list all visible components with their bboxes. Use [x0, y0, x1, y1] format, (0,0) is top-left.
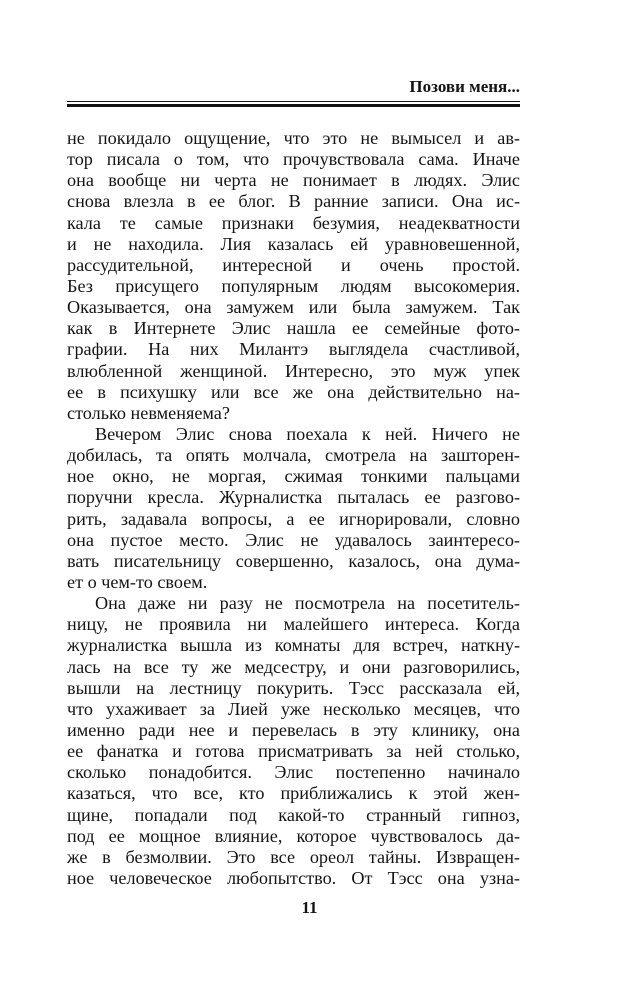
- text-line: журналистка вышла из комнаты для встреч, наткну-: [67, 635, 520, 656]
- text-line: казаться, что все, кто приближались к этой жен-: [67, 783, 520, 804]
- text-line: и не находила. Лия казалась ей уравновешенной,: [67, 233, 520, 254]
- text-line: ет о чем-то своем.: [67, 571, 208, 592]
- text-line: лась на все ту же медсестру, и они разговорились,: [67, 656, 520, 677]
- text-line: кала те самые признаки безумия, неадекватности: [67, 212, 520, 233]
- text-line: ницу, не проявила ни малейшего интереса. Когда: [67, 614, 520, 635]
- text-line: как в Интернете Элис нашла ее семейные фото-: [67, 318, 520, 339]
- text-line: снова влезла в ее блог. В ранние записи. Она ис-: [67, 191, 520, 212]
- text-line: Она даже ни разу не посмотрела на посетитель-: [95, 593, 520, 614]
- text-line: она пустое место. Элис не удавалось заинтересо-: [67, 529, 520, 550]
- text-line: под ее мощное влияние, которое чувствовалось да-: [67, 825, 520, 846]
- rule-thin-line: [67, 101, 520, 102]
- text-line: что ухаживает за Лией уже несколько месяцев, что: [67, 698, 520, 719]
- page-number: 11: [301, 898, 318, 917]
- text-line: рить, задавала вопросы, а ее игнорировали, словно: [67, 508, 520, 529]
- text-line: ее в психушку или все же она действительно на-: [67, 381, 520, 402]
- text-line: щине, попадали под какой-то странный гипноз,: [67, 804, 520, 825]
- text-line: добилась, та опять молчала, смотрела на зашторен-: [67, 445, 520, 466]
- text-line: ее фанатка и готова присматривать за ней столько,: [67, 741, 520, 762]
- text-line: Оказывается, она замужем или была замужем. Так: [67, 297, 520, 318]
- text-line: не покидало ощущение, что это не вымысел и ав-: [67, 128, 520, 148]
- text-line: рассудительной, интересной и очень простой.: [67, 254, 520, 275]
- text-line: вать писательницу совершенно, казалось, она дума-: [67, 550, 520, 571]
- text-line: Без присущего популярным людям высокомерия.: [67, 275, 520, 296]
- body-text: [67, 128, 520, 889]
- rule-thick-line: [67, 104, 520, 107]
- text-line: именно ради нее и перевелась в эту клинику, она: [67, 719, 520, 740]
- text-line: влюбленной женщиной. Интересно, это муж упек: [67, 360, 520, 381]
- text-line: сколько понадобится. Элис постепенно начинало: [67, 762, 520, 783]
- text-line: она вообще ни черта не понимает в людях. Элис: [67, 170, 520, 191]
- text-line: ное окно, не моргая, сжимая тонкими пальцами: [67, 466, 520, 487]
- text-line: тор писала о том, что прочувствовала сама. Иначе: [67, 149, 520, 170]
- running-head: Позови меня...: [409, 77, 520, 96]
- text-line: вышли на лестницу покурить. Тэсс рассказала ей,: [67, 677, 520, 698]
- text-line: Вечером Элис снова поехала к ней. Ничего не: [95, 423, 520, 444]
- text-line: же в безмолвии. Это все ореол тайны. Извращен-: [67, 846, 520, 867]
- text-line: столько невменяема?: [67, 402, 230, 423]
- header-double-rule: [67, 101, 520, 108]
- text-line: ное человеческое любопытство. От Тэсс она узна-: [67, 867, 520, 888]
- text-line: поручни кресла. Журналистка пыталась ее разгово-: [67, 487, 520, 508]
- text-line: графии. На них Милантэ выглядела счастливой,: [67, 339, 520, 360]
